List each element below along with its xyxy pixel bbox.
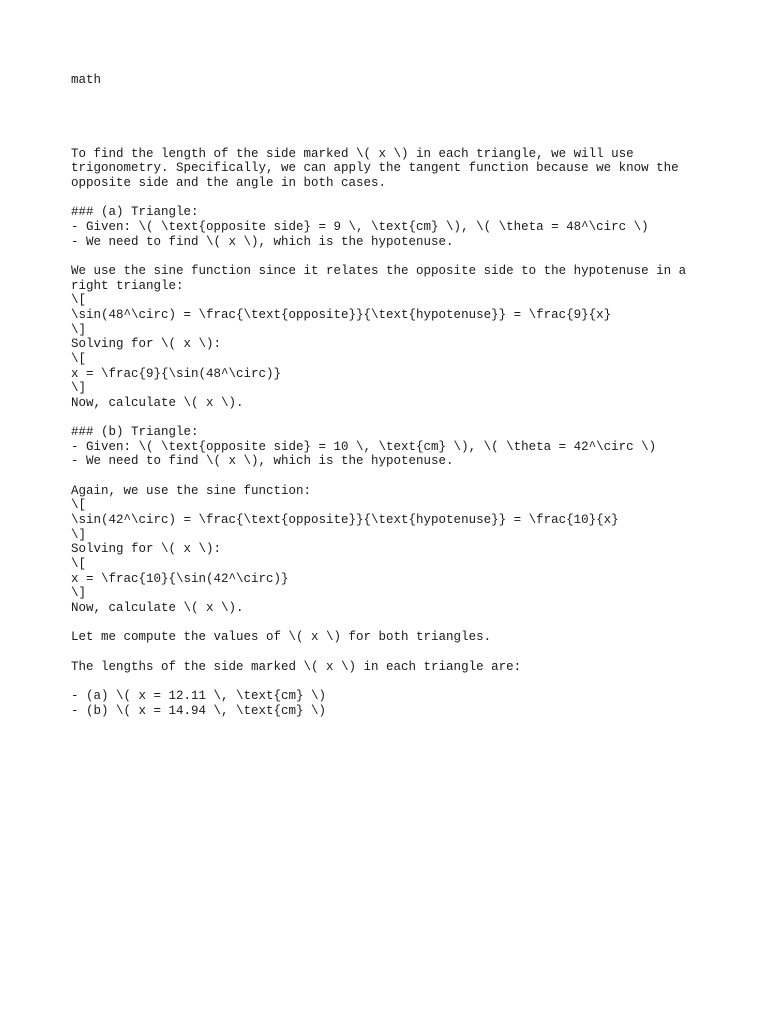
subject-tag: math bbox=[71, 73, 102, 87]
solution-text: To find the length of the side marked \( x \) in each triangle, we will use trigonometry. Specifically, we can apply the tangent function because we know the opposite side and the angle in both cases. ### (a) Triangle: - Given: \( \text{opposite side} = 9 \, \text{cm} \), \( \theta = 48^\circ \) - We need to find \( x \), which is the hypotenuse. We use the sine function since it relates the opposite side to the hypotenuse in a right triangle: \[ \sin(48^\circ) = \frac{\text{opposite}}{\text{hypotenuse}} = \frac{9}{x} \] Solving for \( x \): \[ x = \frac{9}{\sin(48^\circ)} \] Now, calculate \( x \). ### (b) Triangle: - Given: \( \text{opposite side} = 10 \, \text{cm} \), \( \theta = 42^\circ \) - We need to find \( x \), which is the hypotenuse. Again, we use the sine function: \[ \sin(42^\circ) = \frac{\text{opposite}}{\text{hypotenuse}} = \frac{10}{x} \] Solving for \( x \): \[ x = \frac{10}{\sin(42^\circ)} \] Now, calculate \( x \). Let me compute the values of \( x \) for both triangles. The lengths of the side marked \( x \) in each triangle are: - (a) \( x = 12.11 \, \text{cm} \) - (b) \( x = 14.94 \, \text{cm} \) bbox=[71, 146, 687, 718]
document-page bbox=[71, 73, 711, 718]
